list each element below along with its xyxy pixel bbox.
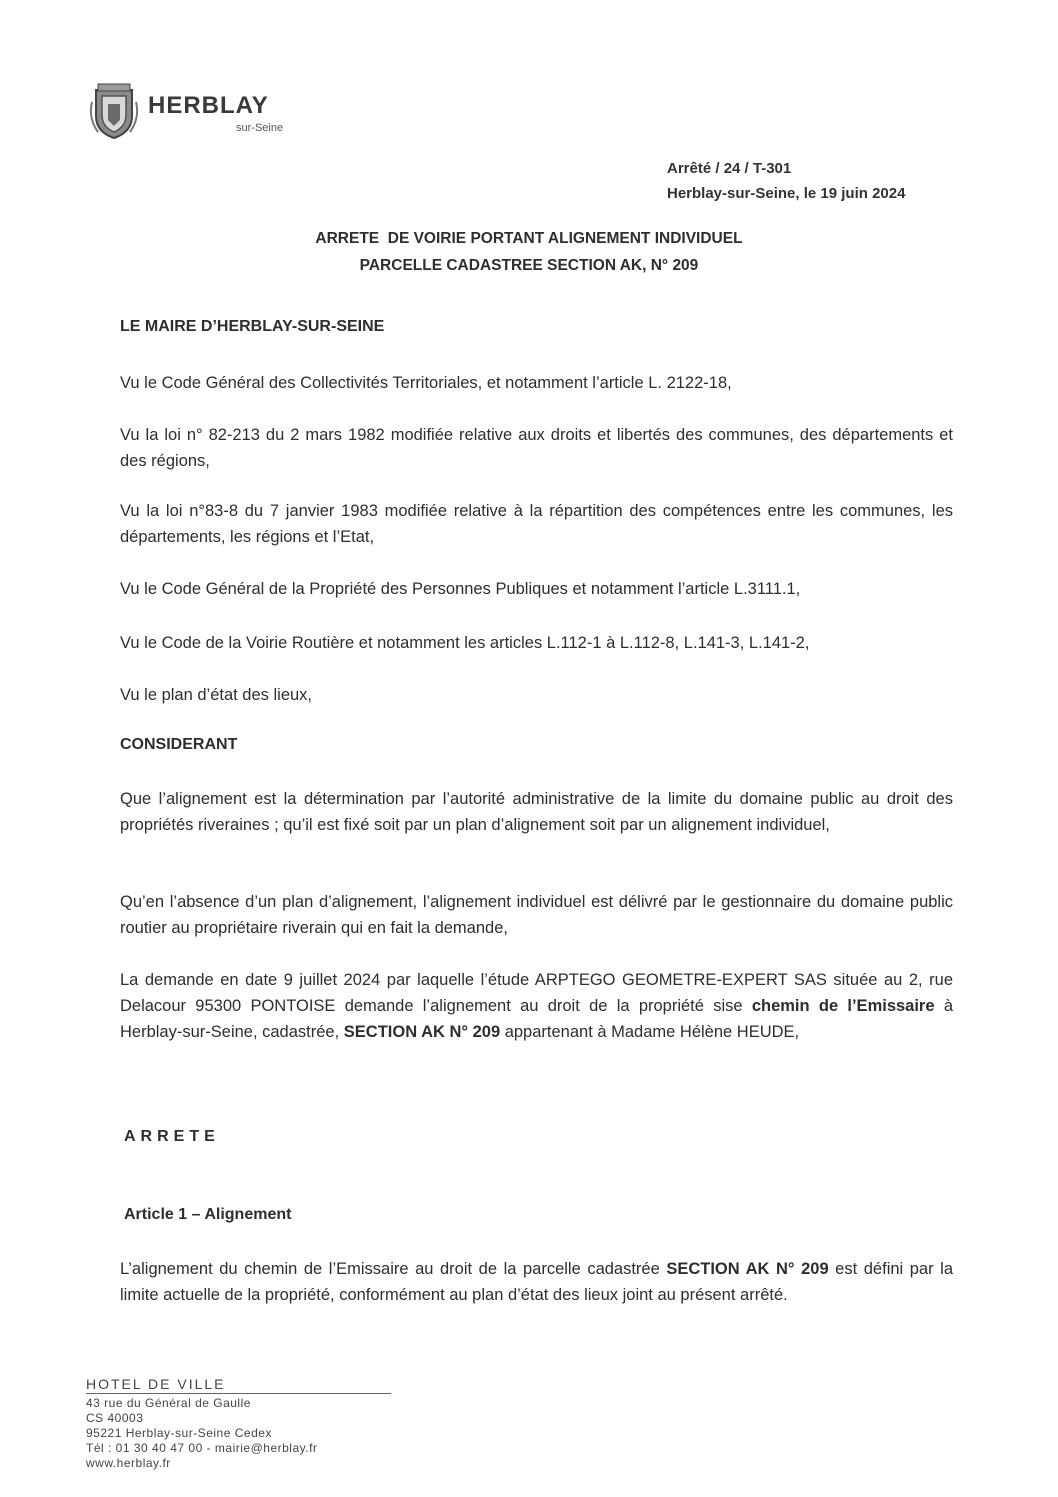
footer-website: www.herblay.fr xyxy=(86,1456,171,1470)
demande-text: La demande en date 9 juillet 2024 par laquelle l’étude ARPTEGO GEOMETRE-EXPERT SAS située au 2, rue Delacour 95300 PONTOISE demande l’alignement au droit de la propriété sise xyxy=(120,971,953,1015)
logo-name: HERBLAY xyxy=(148,92,269,119)
document-title-line-1: ARRETE DE VOIRIE PORTANT ALIGNEMENT INDIVIDUEL xyxy=(315,230,743,247)
considerant-paragraph: Qu’en l’absence d’un plan d’alignement, l’alignement individuel est délivré par le gestionnaire du domaine public routier au propriétaire riverain qui en fait la demande, xyxy=(120,893,953,937)
demande-text: à Herblay-sur-Seine, cadastrée, xyxy=(120,997,953,1041)
visa-paragraph: Vu le Code Général de la Propriété des Personnes Publiques et notamment l’article L.3111.1, xyxy=(120,580,801,598)
maire-heading: LE MAIRE D’HERBLAY-SUR-SEINE xyxy=(120,318,385,335)
article-1-paragraph xyxy=(120,1256,953,1308)
visa-paragraph: Vu la loi n°83-8 du 7 janvier 1983 modifiée relative à la répartition des compétences entre les communes, les départements, les régions et l’Etat, xyxy=(120,502,953,546)
demande-paragraph xyxy=(120,967,953,1045)
parcel-reference: SECTION AK N° 209 xyxy=(666,1260,829,1278)
document-title-line-2: PARCELLE CADASTREE SECTION AK, N° 209 xyxy=(359,257,699,274)
herblay-logo xyxy=(88,82,318,144)
footer-contact: Tél : 01 30 40 47 00 - mairie@herblay.fr xyxy=(86,1441,318,1455)
footer-divider xyxy=(86,1393,391,1394)
footer-line: 95221 Herblay-sur-Seine Cedex xyxy=(86,1426,272,1440)
article-text: L’alignement du chemin de l’Emissaire au droit de la parcelle cadastrée xyxy=(120,1260,667,1278)
arrete-heading: ARRETE xyxy=(124,1128,220,1145)
article-text: est défini par la limite actuelle de la propriété, conformément au plan d’état des lieux joint au présent arrêté. xyxy=(120,1260,954,1304)
demande-text: appartenant à Madame Hélène HEUDE, xyxy=(500,1023,800,1041)
footer-address xyxy=(86,1376,396,1471)
arrete-reference xyxy=(667,156,905,206)
visa-paragraph: Vu le Code de la Voirie Routière et notamment les articles L.112-1 à L.112-8, L.141-3, L.141-2, xyxy=(120,634,810,652)
place-date: Herblay-sur-Seine, le 19 juin 2024 xyxy=(667,185,906,202)
arrete-number: Arrêté / 24 / T-301 xyxy=(667,160,792,177)
article-1-heading: Article 1 – Alignement xyxy=(124,1206,292,1223)
visa-paragraph: Vu le Code Général des Collectivités Territoriales, et notamment l’article L. 2122-18, xyxy=(120,374,732,392)
considerant-heading: CONSIDERANT xyxy=(120,736,238,753)
footer-line: CS 40003 xyxy=(86,1411,144,1425)
property-location: chemin de l’Emissaire xyxy=(751,997,935,1015)
visa-paragraph: Vu le plan d’état des lieux, xyxy=(120,686,313,704)
visa-paragraph: Vu la loi n° 82-213 du 2 mars 1982 modifiée relative aux droits et libertés des communes, des départements et des régions, xyxy=(120,426,953,470)
logo-subtitle: sur-Seine xyxy=(236,122,284,134)
footer-line: 43 rue du Général de Gaulle xyxy=(86,1396,251,1410)
parcel-reference: SECTION AK N° 209 xyxy=(343,1023,501,1041)
considerant-paragraph: Que l’alignement est la détermination par l’autorité administrative de la limite du domaine public au droit des propriétés riveraines ; qu’il est fixé soit par un plan d’alignement soit par un alignement individuel, xyxy=(120,790,953,834)
footer-title: HOTEL DE VILLE xyxy=(86,1376,226,1392)
coat-of-arms-icon xyxy=(88,82,140,140)
